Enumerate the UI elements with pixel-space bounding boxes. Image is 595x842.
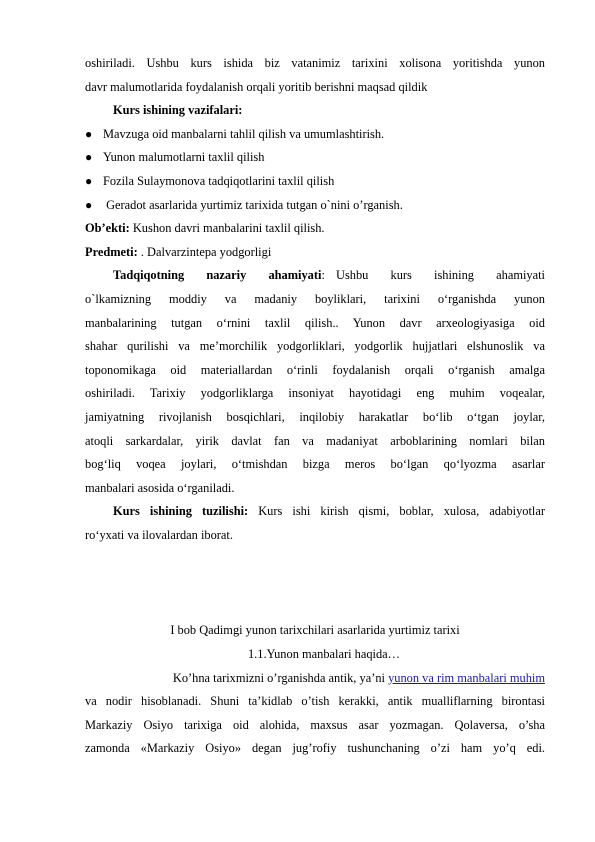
spacer (85, 547, 545, 619)
object-text: Kushon davri manbalarini taxlil qilish. (129, 221, 325, 236)
para-last-line1 (85, 667, 545, 691)
bullet-icon: ● (85, 173, 93, 188)
theory-line: shahar qurilishi va me’morchilik yodgorliklari, yodgorlik hujjatlari elshunoslik va (85, 339, 545, 354)
tasks-heading-text: Kurs ishining vazifalari: (113, 103, 243, 118)
theory-colon: : (321, 268, 325, 283)
para1-line1: oshiriladi. Ushbu kurs ishida biz vatanimiz tarixini xolisona yoritishda yunon (85, 56, 545, 70)
task-item-text: Geradot asarlarida yurtimiz tarixida tutgan o`nini o’rganish. (103, 197, 403, 212)
theory-line: o`lkamizning moddiy va madaniy boyliklari, tarixini o‘rganishda yunon (85, 291, 545, 306)
chapter-title: I bob Qadimgi yunon tarixchilari asarlarida yurtimiz tarixi (170, 623, 460, 638)
para-last-line3: Markaziy Osiyo tarixiga oid alohida, maxsus asar yozmagan. Qolaversa, o’sha (85, 717, 545, 732)
para1-line2: davr malumotlarida foydalanish orqali yoritib berishni maqsad qildik (85, 79, 428, 94)
bullet-icon: ● (85, 150, 93, 165)
subject-line (85, 241, 545, 265)
theory-text: Ushbu kurs ishining ahamiyati (324, 268, 545, 283)
task-item-text: Yunon malumotlarni taxlil qilish (103, 150, 265, 165)
bullet-icon: ● (85, 197, 93, 212)
manbalar-link[interactable]: yunon va rim manbalari muhim (388, 670, 545, 685)
para-last-line2: va nodir hisoblanadi. Shuni ta’kidlab o’tish kerakki, antik mualliflarning birontasi (85, 694, 545, 709)
structure-text: Kurs ishi kirish qismi, boblar, xulosa, adabiyotlar (248, 504, 545, 519)
theory-label: Tadqiqotning nazariy ahamiyati (113, 268, 322, 283)
bullet-icon: ● (85, 126, 93, 141)
theory-line: manbalari asosida o‘rganiladi. (85, 480, 235, 495)
document-page (85, 52, 545, 761)
object-label: Ob’ekti: (85, 221, 130, 236)
structure-line2: ro‘yxati va ilovalardan iborat. (85, 527, 233, 542)
theory-line: jamiyatning rivojlanish bosqichlari, inqilobiy harakatlar bo‘lib o‘tgan joylar, (85, 409, 545, 424)
theory-line: oshiriladi. Tarixiy yodgorliklarga insoniyat hayotidagi eng muhim voqealar, (85, 386, 545, 401)
structure-label: Kurs ishining tuzilishi: (113, 504, 249, 519)
theory-line: manbalarining tutgan o‘rnini taxlil qilish.. Yunon davr arxeologiyasiga oid (85, 315, 545, 330)
subject-label: Predmeti: (85, 244, 138, 259)
task-item-1 (85, 123, 545, 147)
theory-line: toponomikaga oid materiallardan o‘rinli foydalanish orqali o‘rganish amalga (85, 362, 545, 377)
tasks-heading (85, 99, 545, 123)
object-line (85, 217, 545, 241)
task-item-4 (85, 194, 545, 218)
para-last-line4: zamonda «Markaziy Osiyo» degan jug’rofiy tushunchaning o’zi ham yo’q edi. (85, 741, 545, 756)
theory-line1 (85, 264, 545, 288)
theory-line: atoqli sarkardalar, yirik davlat fan va madaniyat arboblarining nomlari bilan (85, 433, 545, 448)
para-last-prefix: Ko’hna tarixmizni o’rganishda antik, ya’ni (172, 670, 389, 685)
task-item-text: Fozila Sulaymonova tadqiqotlarini taxlil qilish (103, 173, 335, 188)
theory-line: bog‘liq voqea joylari, o‘tmishdan bizga meros bo‘lgan qo‘lyozma asarlar (85, 457, 545, 472)
task-item-2 (85, 146, 545, 170)
task-item-3 (85, 170, 545, 194)
structure-line1 (85, 500, 545, 524)
subject-text: . Dalvarzintepa yodgorligi (137, 244, 272, 259)
section-title: 1.1.Yunon manbalari haqida… (247, 647, 401, 662)
task-item-text: Mavzuga oid manbalarni tahlil qilish va umumlashtirish. (103, 126, 385, 141)
